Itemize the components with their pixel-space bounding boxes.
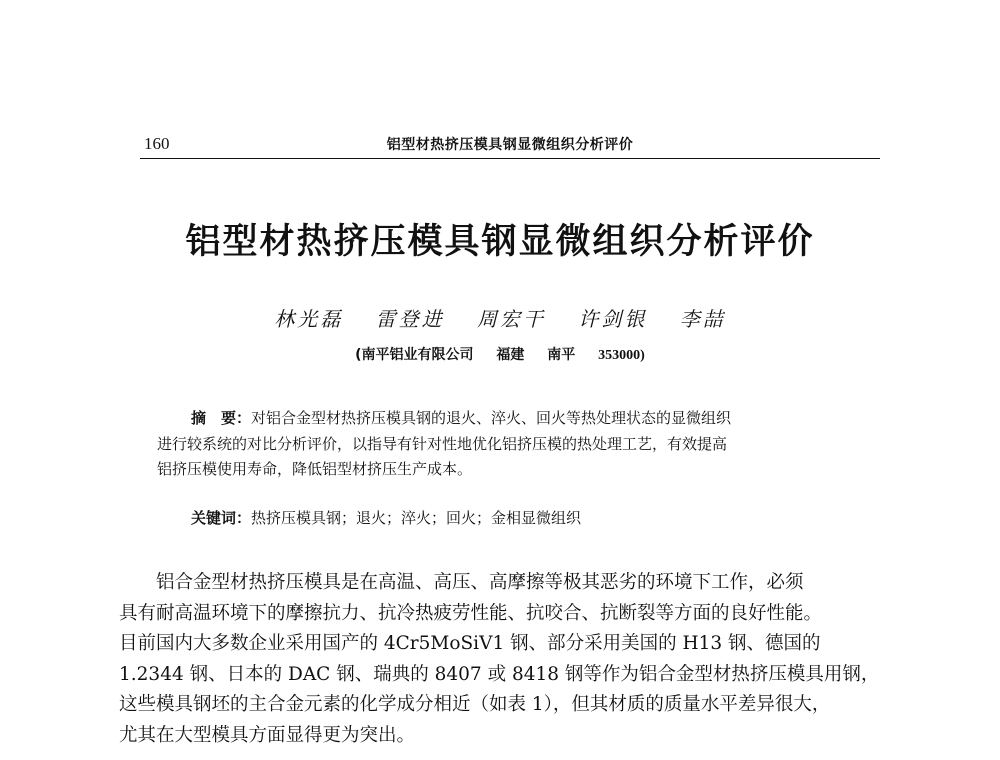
article-title: 铝型材热挤压模具钢显微组织分析评价 [185,221,815,262]
author-name: 林光磊 [274,307,344,331]
body-line: 尤其在大型模具方面显得更为突出。 [119,724,416,746]
page-number: 160 [144,134,170,153]
body-line: 1.2344 钢、日本的 DAC 钢、瑞典的 8407 或 8418 钢等作为铝合金型材热挤压模具用钢， [119,663,880,685]
author-name: 周宏干 [477,307,546,331]
author-name: 李喆 [679,307,726,331]
author-name: 雷登进 [375,307,445,331]
affiliation-postcode: 353000) [598,348,645,363]
body-paragraph [119,568,889,751]
running-title: 铝型材热挤压模具钢显微组织分析评价 [386,137,634,153]
abstract-label: 摘 要： [191,409,252,427]
abstract-line: 进行较系统的对比分析评价，以指导有针对性地优化铝挤压模的热处理工艺，有效提高 [157,434,728,453]
body-line: 铝合金型材热挤压模具是在高温、高压、高摩擦等极其恶劣的环境下工作，必须 [156,572,804,593]
body-line: 这些模具钢坯的主合金元素的化学成分相近（如表 1），但其材质的质量水平差异很大， [119,694,831,715]
abstract-line [157,406,857,432]
affiliation-province: 福建 [496,347,525,363]
abstract-line: 铝挤压模使用寿命，降低铝型材挤压生产成本。 [157,460,473,478]
abstract-text: 对铝合金型材热挤压模具钢的退火、淬火、回火等热处理状态的显微组织 [251,409,732,427]
body-line: 具有耐高温环境下的摩擦抗力、抗冷热疲劳性能、抗咬合、抗断裂等方面的良好性能。 [119,602,823,624]
affiliation [120,344,880,364]
keywords-label: 关键词： [191,509,252,527]
author-list [120,303,880,332]
affiliation-city: 南平 [547,347,576,363]
body-line: 目前国内大多数企业采用国产的 4Cr5MoSiV1 钢、部分采用美国的 H13 钢、德国的 [119,633,821,654]
author-name: 许剑银 [578,307,648,331]
abstract [157,406,857,483]
affiliation-company: (南平铝业有限公司 [355,347,474,363]
keywords [191,507,851,528]
running-header [140,130,880,159]
keywords-text: 热挤压模具钢；退火；淬火；回火；金相显微组织 [251,509,582,527]
